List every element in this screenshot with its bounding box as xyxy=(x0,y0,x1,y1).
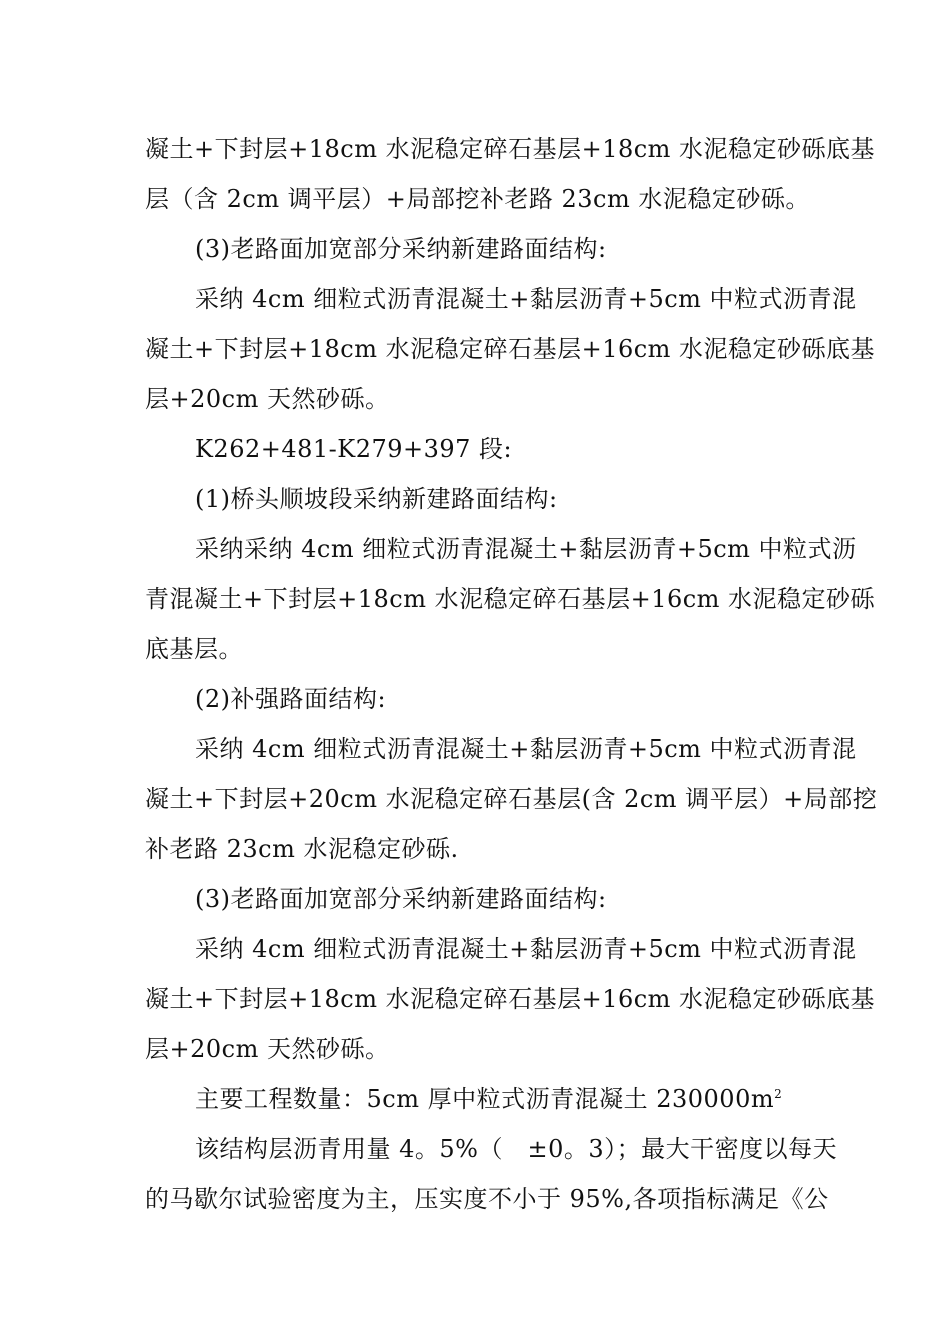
quantity-text: 主要工程数量：5cm 厚中粒式沥青混凝土 230000m xyxy=(195,1085,775,1113)
paragraph-line: 凝土+下封层+18cm 水泥稳定碎石基层+18cm 水泥稳定砂砾底基 xyxy=(145,135,876,163)
section-heading: (3)老路面加宽部分采纳新建路面结构: xyxy=(195,885,607,913)
paragraph-line: 底基层。 xyxy=(145,635,243,663)
section-heading: (3)老路面加宽部分采纳新建路面结构: xyxy=(195,235,607,263)
paragraph-line: 层+20cm 天然砂砾。 xyxy=(145,385,390,413)
paragraph-line: 层（含 2cm 调平层）+局部挖补老路 23cm 水泥稳定砂砾。 xyxy=(145,185,810,213)
paragraph-line: 采纳采纳 4cm 细粒式沥青混凝土+黏层沥青+5cm 中粒式沥 xyxy=(195,535,857,563)
paragraph-line: 层+20cm 天然砂砾。 xyxy=(145,1035,390,1063)
unit-superscript: 2 xyxy=(774,1087,783,1101)
paragraph-line: 补老路 23cm 水泥稳定砂砾. xyxy=(145,835,459,863)
paragraph-line: 凝土+下封层+18cm 水泥稳定碎石基层+16cm 水泥稳定砂砾底基 xyxy=(145,985,876,1013)
paragraph-line: 采纳 4cm 细粒式沥青混凝土+黏层沥青+5cm 中粒式沥青混 xyxy=(195,735,857,763)
paragraph-line: 凝土+下封层+20cm 水泥稳定碎石基层(含 2cm 调平层）+局部挖 xyxy=(145,785,878,813)
paragraph-line: 凝土+下封层+18cm 水泥稳定碎石基层+16cm 水泥稳定砂砾底基 xyxy=(145,335,876,363)
section-heading: (1)桥头顺坡段采纳新建路面结构: xyxy=(195,485,558,513)
section-heading: (2)补强路面结构: xyxy=(195,685,387,713)
section-heading: K262+481-K279+397 段: xyxy=(195,435,513,463)
paragraph-line: 青混凝土+下封层+18cm 水泥稳定碎石基层+16cm 水泥稳定砂砾 xyxy=(145,585,876,613)
paragraph-line: 采纳 4cm 细粒式沥青混凝土+黏层沥青+5cm 中粒式沥青混 xyxy=(195,935,857,963)
quantity-line xyxy=(195,1084,915,1114)
paragraph-line: 的马歇尔试验密度为主，压实度不小于 95%,各项指标满足《公 xyxy=(145,1185,829,1213)
paragraph-line: 采纳 4cm 细粒式沥青混凝土+黏层沥青+5cm 中粒式沥青混 xyxy=(195,285,857,313)
paragraph-line: 该结构层沥青用量 4。5%（ ±0。3）；最大干密度以每天 xyxy=(195,1135,838,1163)
